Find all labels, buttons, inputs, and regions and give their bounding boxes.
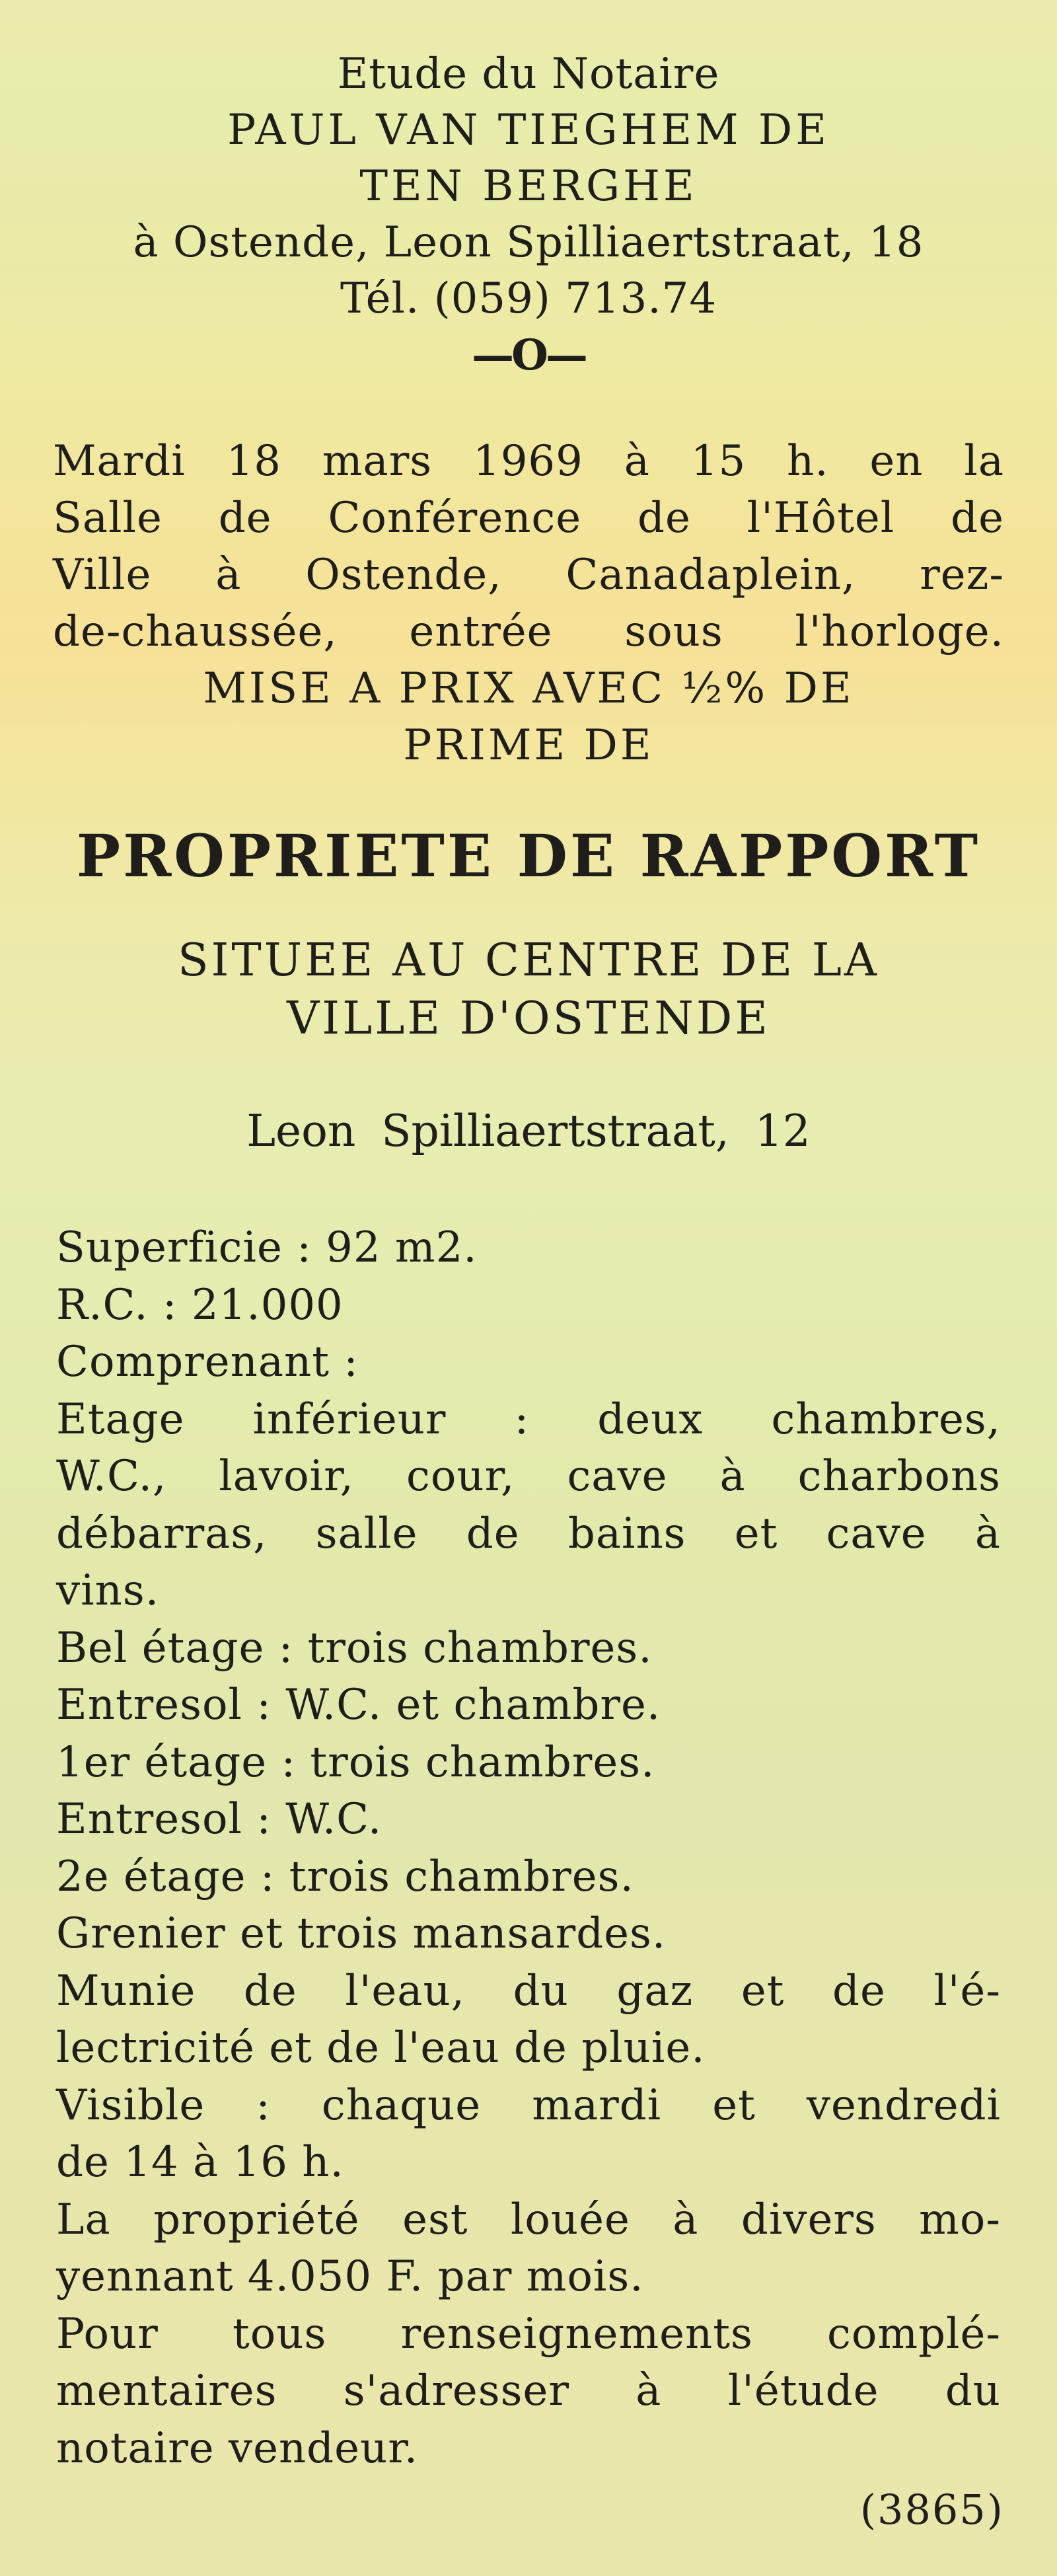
notary-header	[53, 46, 1004, 383]
notary-address: à Ostende, Leon Spilliaertstraat, 18	[133, 218, 924, 267]
location-line: SITUEE AU CENTRE DE LA	[177, 934, 880, 987]
detail-line: W.C., lavoir, cour, cave à charbons	[56, 1452, 1001, 1501]
detail-line: 1er étage : trois chambres.	[56, 1737, 655, 1787]
property-details	[56, 1219, 1001, 2477]
detail-line: Munie de l'eau, du gaz et de l'é-	[56, 1966, 1001, 2016]
intro-line: Mardi 18 mars 1969 à 15 h. en la	[53, 437, 1004, 486]
detail-line: vins.	[56, 1566, 160, 1615]
premium-line: PRIME DE	[403, 721, 654, 770]
intro-line: Ville à Ostende, Canadaplein, rez-	[53, 550, 1004, 599]
ad-reference-number: (3865)	[859, 2485, 1004, 2534]
sale-announcement	[53, 433, 1004, 774]
detail-line: Etage inférieur : deux chambres,	[56, 1394, 1001, 1444]
detail-line: R.C. : 21.000	[56, 1280, 344, 1330]
detail-line: mentaires s'adresser à l'étude du	[56, 2367, 1001, 2415]
detail-line: Grenier et trois mansardes.	[56, 1909, 667, 1958]
detail-line: notaire vendeur.	[56, 2423, 419, 2473]
detail-line: Comprenant :	[56, 1338, 359, 1386]
property-title: PROPRIETE DE RAPPORT	[76, 821, 981, 890]
detail-line: yennant 4.050 F. par mois.	[56, 2252, 644, 2301]
detail-line: de 14 à 16 h.	[56, 2138, 344, 2187]
detail-line: débarras, salle de bains et cave à	[56, 1509, 1001, 1558]
detail-line: 2e étage : trois chambres.	[56, 1852, 634, 1901]
detail-line: lectricité et de l'eau de pluie.	[56, 2024, 706, 2072]
detail-line: Pour tous renseignements complé-	[56, 2309, 1001, 2359]
notary-name: PAUL VAN TIEGHEM DE	[227, 106, 830, 155]
intro-line: de-chaussée, entrée sous l'horloge.	[53, 607, 1004, 656]
notary-name-continued: TEN BERGHE	[359, 162, 698, 211]
detail-line: Entresol : W.C. et chambre.	[56, 1681, 661, 1729]
detail-line: Visible : chaque mardi et vendredi	[56, 2080, 1001, 2130]
notary-phone: Tél. (059) 713.74	[340, 274, 717, 323]
detail-line: Bel étage : trois chambres.	[56, 1623, 653, 1673]
property-address: Leon Spilliaertstraat, 12	[246, 1106, 811, 1156]
intro-line: Salle de Conférence de l'Hôtel de	[53, 494, 1004, 543]
starting-price-line: MISE A PRIX AVEC ½% DE	[203, 664, 854, 713]
detail-line: La propriété est louée à divers mo-	[56, 2195, 1001, 2244]
detail-line: Superficie : 92 m2.	[56, 1223, 478, 1272]
notary-office-label: Etude du Notaire	[337, 50, 720, 98]
separator: —O—	[472, 330, 585, 380]
location-line: VILLE D'OSTENDE	[287, 993, 770, 1045]
detail-line: Entresol : W.C.	[56, 1795, 383, 1844]
property-location	[53, 932, 1004, 1048]
